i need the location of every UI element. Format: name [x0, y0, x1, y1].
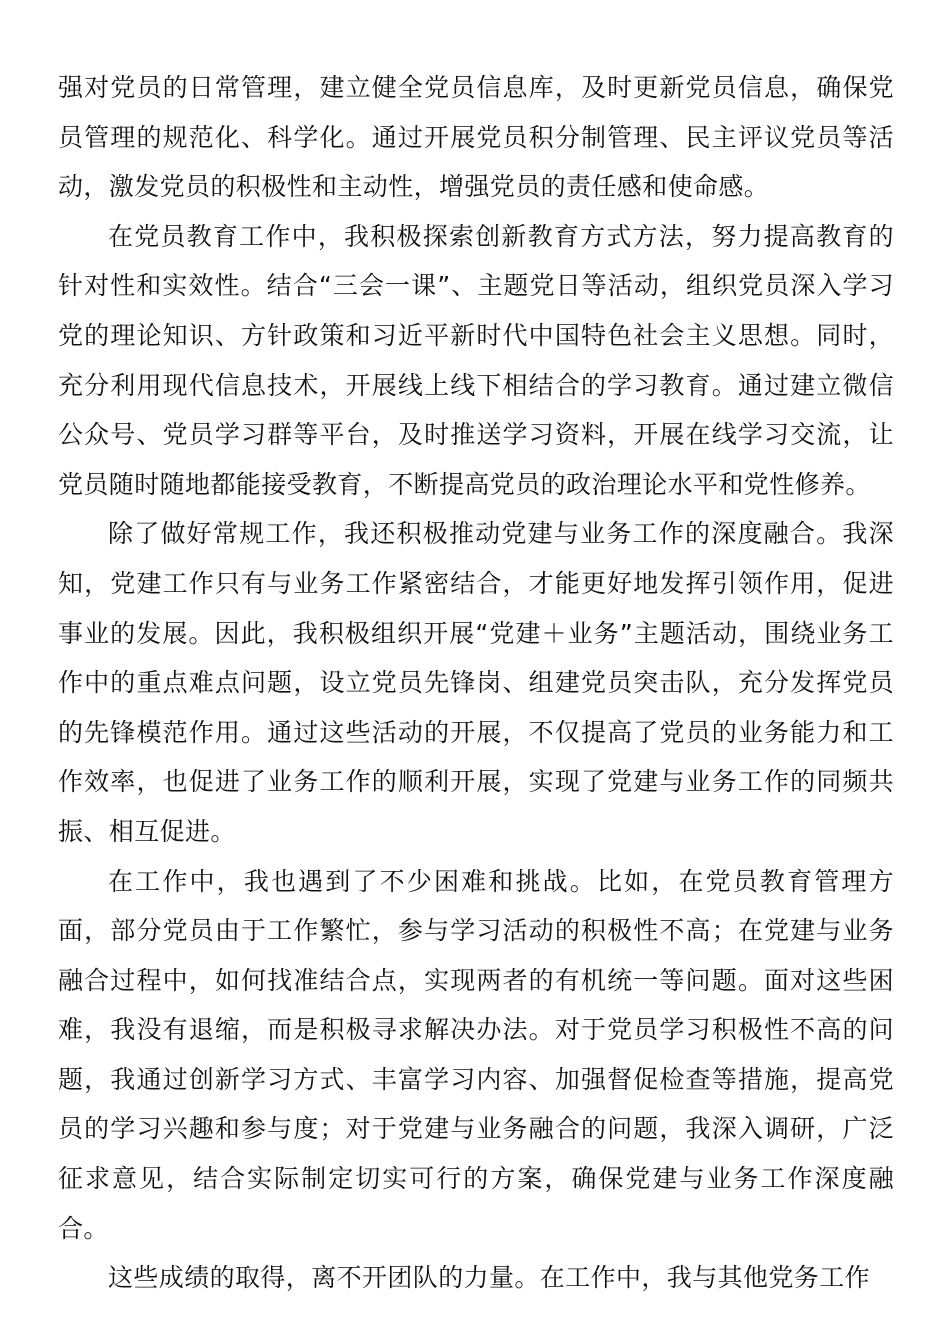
body-text: [58, 63, 894, 1303]
paragraph-team: 这些成绩的取得，离不开团队的力量。在工作中，我与其他党务工作: [108, 1263, 871, 1293]
paragraph-challenges: 在工作中，我也遇到了不少困难和挑战。比如，在党员教育管理方面，部分党员由于工作繁忙，参与学习活动的积极性不高；在党建与业务融合过程中，如何找准结合点，实现两者的有机统一等问题。面对这些困难，我没有退缩，而是积极寻求解决办法。对于党员学习积极性不高的问题，我通过创新学习方式、丰富学习内容、加强督促检查等措施，提高党员的学习兴趣和参与度；对于党建与业务融合的问题，我深入调研，广泛征求意见，结合实际制定切实可行的方案，确保党建与业务工作深度融合。: [58, 866, 894, 1243]
paragraph-continued: 强对党员的日常管理，建立健全党员信息库，及时更新党员信息，确保党员管理的规范化、科学化。通过开展党员积分制管理、民主评议党员等活动，激发党员的积极性和主动性，增强党员的责任感和使命感。: [58, 73, 894, 202]
paragraph-party-education: 在党员教育工作中，我积极探索创新教育方式方法，努力提高教育的针对性和实效性。结合“三会一课”、主题党日等活动，组织党员深入学习党的理论知识、方针政策和习近平新时代中国特色社会主义思想。同时，充分利用现代信息技术，开展线上线下相结合的学习教育。通过建立微信公众号、党员学习群等平台，及时推送学习资料，开展在线学习交流，让党员随时随地都能接受教育，不断提高党员的政治理论水平和党性修养。: [58, 221, 894, 499]
paragraph-integration: 除了做好常规工作，我还积极推动党建与业务工作的深度融合。我深知，党建工作只有与业务工作紧密结合，才能更好地发挥引领作用，促进事业的发展。因此，我积极组织开展“党建＋业务”主题活动，围绕业务工作中的重点难点问题，设立党员先锋岗、组建党员突击队，充分发挥党员的先锋模范作用。通过这些活动的开展，不仅提高了党员的业务能力和工作效率，也促进了业务工作的顺利开展，实现了党建与业务工作的同频共振、相互促进。: [58, 519, 894, 846]
